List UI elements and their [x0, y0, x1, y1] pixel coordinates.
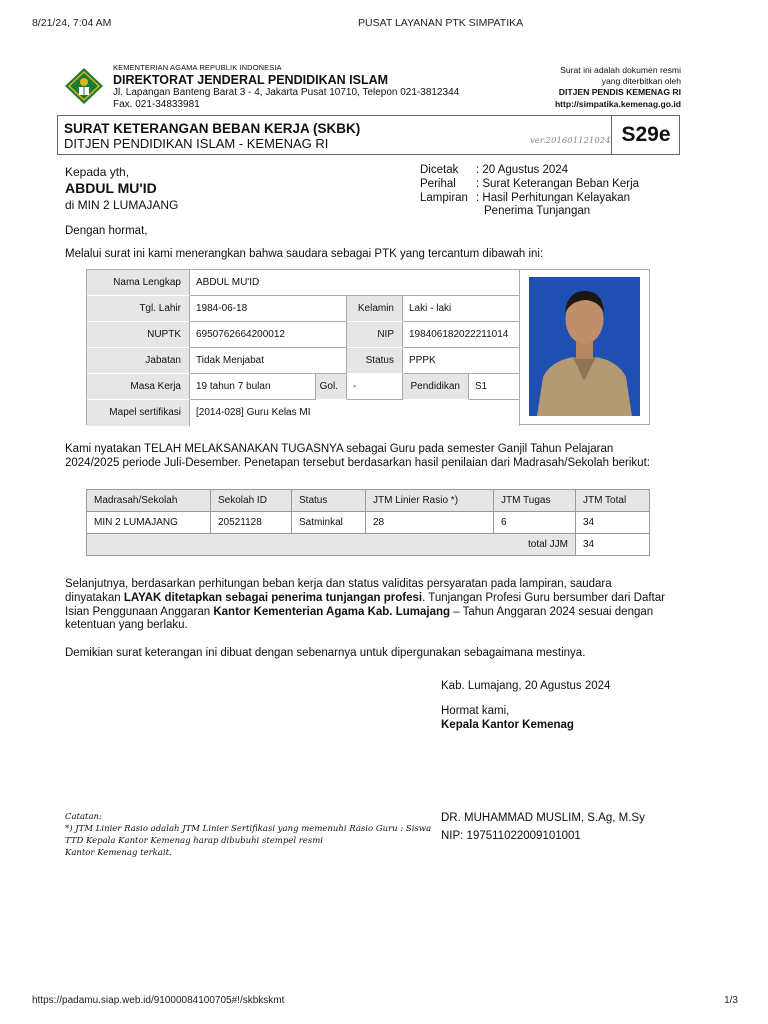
jtm-cell: 6: [494, 512, 576, 534]
nip-value: 198406182022211014: [403, 322, 520, 348]
salutation: Dengan hormat,: [65, 225, 148, 237]
pendidikan-value: S1: [469, 374, 520, 400]
decision-office: Kantor Kementerian Agama Kab. Lumajang: [213, 605, 451, 618]
decision-text: Isian Penggunaan Anggaran: [65, 605, 214, 618]
notes: [65, 812, 431, 860]
table-row: [87, 512, 650, 534]
nip-label: NIP: [347, 322, 403, 348]
decision-line1: Selanjutnya, berdasarkan perhitungan beban kerja dan status validitas persyaratan pada lampiran, saudara: [65, 578, 612, 590]
jtm-cell: MIN 2 LUMAJANG: [87, 512, 211, 534]
notes-line: Kantor Kemenag terkait.: [65, 847, 172, 858]
kelamin-value: Laki - laki: [403, 296, 520, 322]
jtm-cell: 28: [366, 512, 494, 534]
signer-name: DR. MUHAMMAD MUSLIM, S.Ag, M.Sy: [441, 812, 645, 824]
printed-label: Dicetak: [420, 164, 459, 176]
recipient: [65, 165, 178, 213]
kemenag-logo-icon: [64, 67, 104, 105]
jtm-cell: 34: [576, 512, 650, 534]
jtm-total-value: 34: [576, 534, 650, 556]
kelamin-label: Kelamin: [347, 296, 403, 322]
decision-line4: ketentuan yang berlaku.: [65, 619, 188, 632]
signer-nip: NIP: 197511022009101001: [441, 830, 581, 843]
print-datetime: 8/21/24, 7:04 AM: [32, 17, 112, 29]
jtm-header: JTM Total: [576, 490, 650, 512]
statement-line1: Kami nyatakan TELAH MELAKSANAKAN TUGASNYA sebagai Guru pada semester Ganjil Tahun Pelajaran: [65, 443, 614, 455]
person-photo-icon: [529, 277, 640, 416]
note-link[interactable]: http://simpatika.kemenag.go.id: [554, 98, 681, 109]
signer-position: Kepala Kantor Kemenag: [441, 719, 574, 732]
notes-line: *) JTM Linier Rasio adalah JTM Linier Sertifikasi yang memenuhi Rasio Guru : Siswa: [65, 823, 432, 834]
note-line: DITJEN PENDIS KEMENAG RI: [558, 87, 681, 98]
print-page-number: 1/3: [724, 995, 738, 1006]
notes-line: TTD Kepala Kantor Kemenag harap dibubuhi stempel resmi: [65, 835, 323, 846]
jtm-table: [86, 489, 650, 556]
decision-text: – Tahun Anggaran 2024 sesuai dengan: [450, 605, 654, 618]
jtm-header: JTM Tugas: [494, 490, 576, 512]
lahir-label: Tgl. Lahir: [87, 296, 190, 322]
title-box: [57, 115, 680, 155]
version: ver.201601121024: [530, 136, 611, 146]
gol-label: Gol.: [316, 374, 347, 400]
ministry-name: KEMENTERIAN AGAMA REPUBLIK INDONESIA: [113, 63, 282, 72]
jtm-header: Madrasah/Sekolah: [87, 490, 211, 512]
official-note: [555, 65, 681, 110]
nama-value: ABDUL MU'ID: [190, 270, 520, 296]
gol-value: -: [347, 374, 403, 400]
jtm-header: Status: [292, 490, 366, 512]
attachment-value-cont: Penerima Tunjangan: [484, 205, 591, 218]
document-code: S29e: [611, 116, 680, 154]
jtm-cell: 20521128: [211, 512, 292, 534]
attachment-value: : Hasil Perhitungan Kelayakan: [476, 191, 631, 204]
status-value: PPPK: [403, 348, 520, 374]
recipient-name: ABDUL MU'ID: [65, 180, 157, 196]
printed-value: : 20 Agustus 2024: [476, 164, 569, 176]
regards: Hormat kami,: [441, 705, 510, 717]
subject-label: Perihal: [420, 177, 456, 190]
jtm-header: Sekolah ID: [211, 490, 292, 512]
decision-eligible: LAYAK ditetapkan sebagai penerima tunjangan profesi: [123, 591, 423, 604]
nuptk-value: 6950762664200012: [190, 322, 347, 348]
intro: Melalui surat ini kami menerangkan bahwa saudara sebagai PTK yang tercantum dibawah ini:: [65, 248, 544, 260]
ptk-table: [86, 269, 650, 425]
document-title: SURAT KETERANGAN BEBAN KERJA (SKBK): [64, 121, 361, 136]
note-line: Surat ini adalah dokumen resmi: [560, 65, 681, 75]
decision-paragraph: [65, 578, 695, 633]
jabatan-value: Tidak Menjabat: [190, 348, 347, 374]
masa-label: Masa Kerja: [87, 374, 190, 400]
document-subtitle: DITJEN PENDIDIKAN ISLAM - KEMENAG RI: [64, 136, 329, 151]
mapel-value: [2014-028] Guru Kelas MI: [190, 400, 520, 426]
masa-value: 19 tahun 7 bulan: [190, 374, 316, 400]
jtm-cell: Satminkal: [292, 512, 366, 534]
notes-title: Catatan:: [65, 812, 102, 822]
place-date: Kab. Lumajang, 20 Agustus 2024: [441, 680, 611, 692]
status-label: Status: [347, 348, 403, 374]
decision-text: dinyatakan: [65, 591, 124, 604]
letterhead: [113, 64, 459, 110]
subject-value: : Surat Keterangan Beban Kerja: [476, 177, 640, 190]
signer: [441, 811, 645, 844]
nuptk-label: NUPTK: [87, 322, 190, 348]
lahir-value: 1984-06-18: [190, 296, 347, 322]
print-url: https://padamu.siap.web.id/91000084100705#!/skbkskmt: [32, 995, 285, 1006]
note-line: yang diterbitkan oleh: [601, 76, 681, 87]
mapel-label: Mapel sertifikasi: [87, 400, 190, 426]
pendidikan-label: Pendidikan: [403, 374, 469, 400]
jtm-total-row: [87, 534, 650, 556]
attachment-label: Lampiran: [420, 191, 468, 204]
jtm-header: JTM Linier Rasio *): [366, 490, 494, 512]
ptk-photo: [529, 277, 640, 416]
jabatan-label: Jabatan: [87, 348, 190, 374]
decision-text: . Tunjangan Profesi Guru bersumber dari Daftar: [422, 591, 665, 604]
jtm-header-row: [87, 490, 650, 512]
signature-block: [441, 704, 574, 733]
directorate-name: DIREKTORAT JENDERAL PENDIDIKAN ISLAM: [113, 72, 389, 87]
statement-line2: 2024/2025 periode Juli-Desember. Penetapan tersebut berdasarkan hasil penilaian dari Madrasah/Sekolah berikut:: [65, 456, 650, 469]
nama-label: Nama Lengkap: [87, 270, 190, 296]
jtm-total-label: total JJM: [87, 534, 576, 556]
fax: Fax. 021-34833981: [113, 98, 200, 110]
print-page-title: PUSAT LAYANAN PTK SIMPATIKA: [358, 17, 524, 29]
letter-meta: [420, 164, 639, 219]
statement: [65, 443, 685, 471]
recipient-greeting: Kepada yth,: [65, 165, 130, 179]
address: Jl. Lapangan Banteng Barat 3 - 4, Jakarta Pusat 10710, Telepon 021-3812344: [113, 87, 460, 98]
closing: Demikian surat keterangan ini dibuat dengan sebenarnya untuk dipergunakan sebagaimana mestinya.: [65, 647, 586, 659]
recipient-location: di MIN 2 LUMAJANG: [65, 197, 179, 212]
